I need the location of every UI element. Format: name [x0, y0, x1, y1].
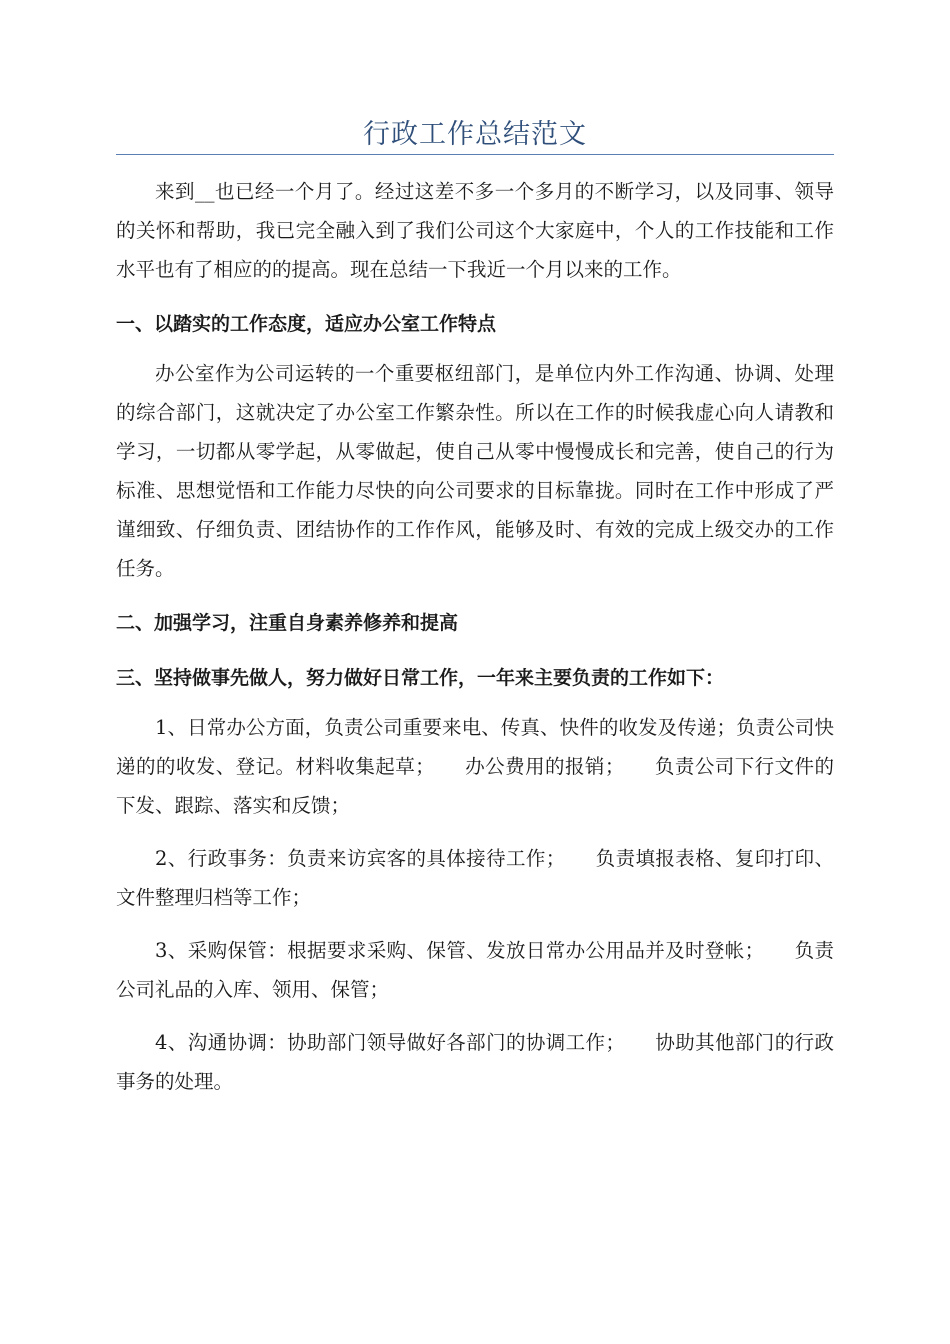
- section-3-heading: 三、坚持做事先做人，努力做好日常工作，一年来主要负责的工作如下：: [116, 667, 725, 689]
- list-item-2: 2、行政事务：负责来访宾客的具体接待工作； 负责填报表格、复印打印、文件整理归档等工作；: [116, 847, 834, 909]
- list-item-1: 1、日常办公方面，负责公司重要来电、传真、快件的收发及传递；负责公司快递的的收发、登记。材料收集起草； 办公费用的报销； 负责公司下行文件的下发、跟踪、落实和反馈；: [116, 716, 834, 817]
- document-body: [116, 172, 834, 1101]
- list-item-3: 3、采购保管：根据要求采购、保管、发放日常办公用品并及时登帐； 负责公司礼品的入库、领用、保管；: [116, 939, 834, 1001]
- intro-paragraph: 来到__也已经一个月了。经过这差不多一个多月的不断学习，以及同事、领导的关怀和帮助，我已完全融入到了我们公司这个大家庭中，个人的工作技能和工作水平也有了相应的的提高。现在总结一下我近一个月以来的工作。: [116, 180, 834, 281]
- section-1-paragraph: 办公室作为公司运转的一个重要枢纽部门，是单位内外工作沟通、协调、处理的综合部门，这就决定了办公室工作繁杂性。所以在工作的时候我虚心向人请教和学习，一切都从零学起，从零做起，使自己从零中慢慢成长和完善，使自己的行为标准、思想觉悟和工作能力尽快的向公司要求的目标靠拢。同时在工作中形成了严谨细致、仔细负责、团结协作的工作作风，能够及时、有效的完成上级交办的工作任务。: [116, 362, 834, 580]
- document-title: 行政工作总结范文: [363, 119, 587, 150]
- list-item-4: 4、沟通协调：协助部门领导做好各部门的协调工作； 协助其他部门的行政事务的处理。: [116, 1031, 834, 1093]
- section-2-heading: 二、加强学习，注重自身素养修养和提高: [116, 612, 459, 634]
- section-1-heading: 一、以踏实的工作态度，适应办公室工作特点: [116, 313, 497, 335]
- title-underline: [116, 154, 834, 155]
